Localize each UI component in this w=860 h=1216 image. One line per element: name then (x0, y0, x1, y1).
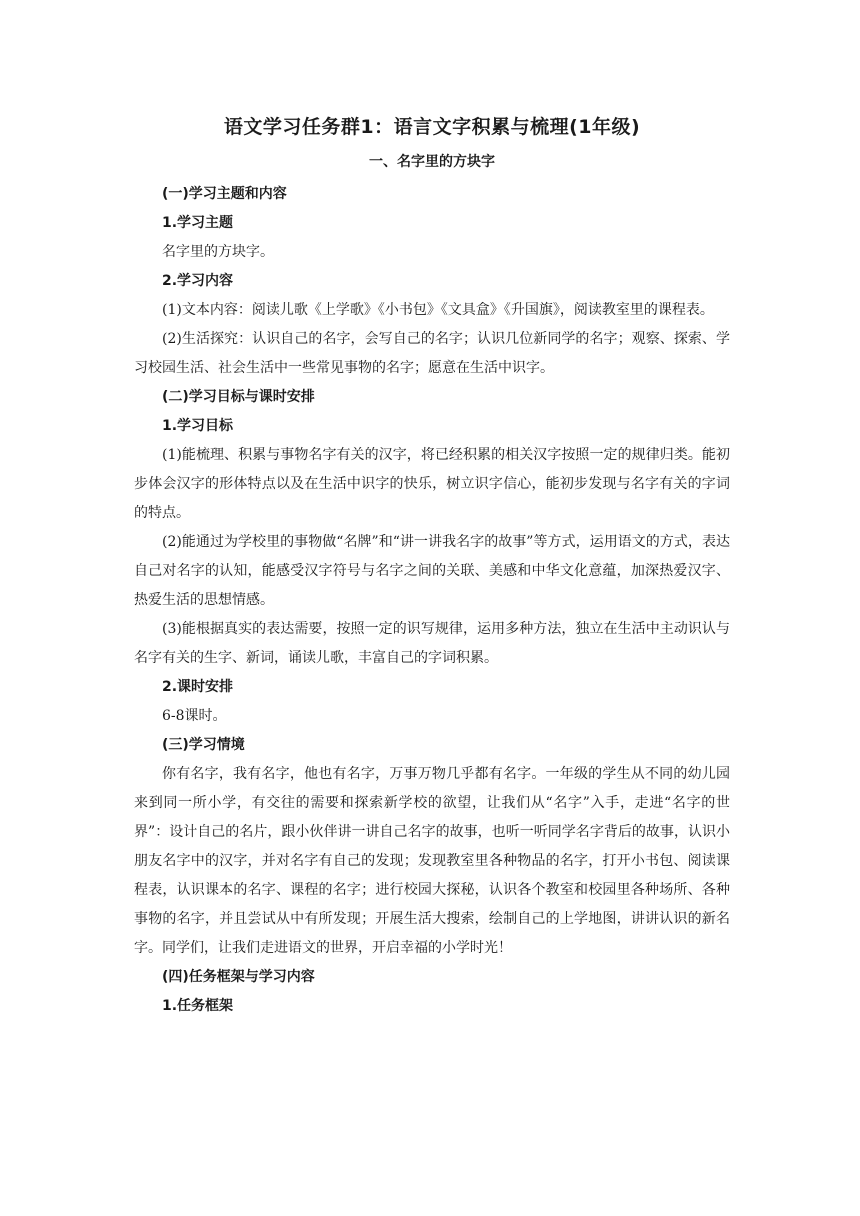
paragraph-learning-context: 你有名字，我有名字，他也有名字，万事万物几乎都有名字。一年级的学生从不同的幼儿园来到同一所小学，有交往的需要和探索新学校的欲望，让我们从“名字”入手，走进“名字的世界”：设计自己的名片，跟小伙伴讲一讲自己名字的故事，也听一听同学名字背后的故事，认识小朋友名字中的汉字，并对名字有自己的发现；发现教室里各种物品的名字，打开小书包、阅读课程表，认识课本的名字、课程的名字；进行校园大探秘，认识各个教室和校园里各种场所、各种事物的名字，并且尝试从中有所发现；开展生活大搜索，绘制自己的上学地图，讲讲认识的新名字。同学们，让我们走进语文的世界，开启幸福的小学时光！ (134, 766, 730, 956)
heading-study-theme-and-content: (一)学习主题和内容 (162, 186, 287, 202)
paragraph-goal-1: (1)能梳理、积累与事物名字有关的汉字，将已经积累的相关汉字按照一定的规律归类。能初步体会汉字的形体特点以及在生活中识字的快乐，树立识字信心，能初步发现与名字有关的字词的特点。 (134, 447, 730, 521)
heading-goals-and-schedule: (二)学习目标与课时安排 (162, 389, 315, 405)
paragraph-class-hours: 6-8课时。 (162, 708, 227, 724)
section-title: 一、名字里的方块字 (369, 154, 495, 170)
heading-study-goals: 1.学习目标 (162, 418, 234, 434)
paragraph-text-content: (1)文本内容：阅读儿歌《上学歌》《小书包》《文具盒》《升国旗》，阅读教室里的课程表。 (162, 302, 714, 318)
heading-class-schedule: 2.课时安排 (162, 679, 234, 695)
heading-task-framework: 1.任务框架 (162, 998, 234, 1014)
document-body (134, 112, 730, 1021)
heading-task-framework-and-content: (四)任务框架与学习内容 (162, 969, 315, 985)
paragraph-life-exploration: (2)生活探究：认识自己的名字，会写自己的名字；认识几位新同学的名字；观察、探索、学习校园生活、社会生活中一些常见事物的名字；愿意在生活中识字。 (134, 331, 730, 376)
heading-learning-context: (三)学习情境 (162, 737, 245, 753)
heading-study-content: 2.学习内容 (162, 273, 234, 289)
heading-study-theme: 1.学习主题 (162, 215, 234, 231)
document-title: 语文学习任务群1：语言文字积累与梳理(1年级) (223, 116, 641, 138)
paragraph-goal-3: (3)能根据真实的表达需要，按照一定的识写规律，运用多种方法，独立在生活中主动识认与名字有关的生字、新词，诵读儿歌，丰富自己的字词积累。 (134, 621, 730, 666)
paragraph-study-theme: 名字里的方块字。 (162, 244, 274, 260)
paragraph-goal-2: (2)能通过为学校里的事物做“名牌”和“讲一讲我名字的故事”等方式，运用语文的方式，表达自己对名字的认知，能感受汉字符号与名字之间的关联、美感和中华文化意蕴，加深热爱汉字、热爱生活的思想情感。 (134, 534, 730, 608)
